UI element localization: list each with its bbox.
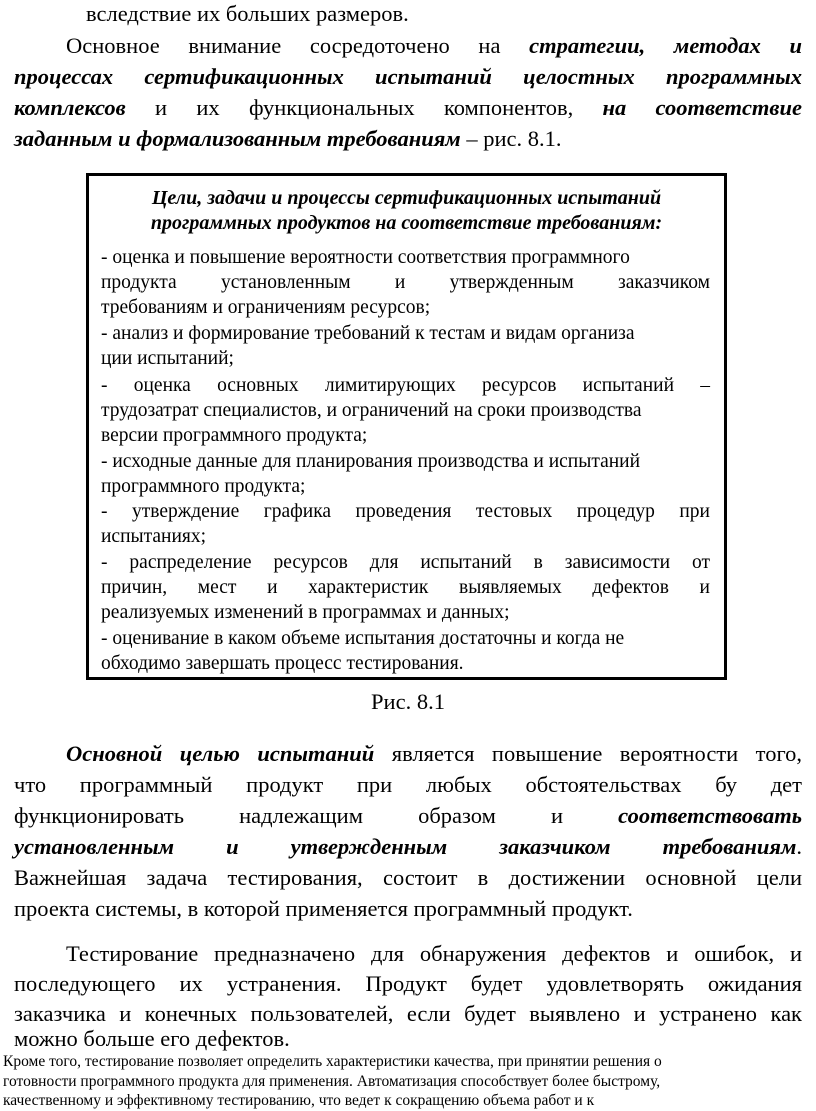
para2-text-6: проекта системы, в которой применяется программный продукт. — [14, 896, 633, 921]
intro-line-5 — [14, 125, 562, 153]
para2-emphasis-4: установленным и утвержденным заказчиком требованиям — [14, 834, 797, 859]
para3-text-2: последующего их устранения. Продукт будет удовлетворять ожидания — [14, 971, 802, 996]
intro-emphasis-2b: стратегии, методах и — [529, 33, 803, 58]
para3-line-1 — [14, 940, 802, 968]
figure-line: программного продукта; — [101, 476, 306, 497]
para2-text-1b: является повышение вероятности того, — [374, 741, 802, 766]
para2-line-3 — [14, 802, 802, 830]
para2-text-3a: функционировать надлежащим образом и — [14, 803, 619, 828]
figure-line: трудозатрат специалистов, и ограничений на сроки производства — [101, 400, 642, 421]
para3-line-2 — [14, 970, 802, 998]
figure-box — [86, 173, 727, 680]
para2-emphasis-3b: соответствовать — [618, 803, 802, 828]
figure-line: причин, мест и характеристик выявляемых дефектов и — [101, 577, 710, 598]
para2-text-2: что программный продукт при любых обстоятельствах бу дет — [14, 772, 802, 797]
figure-caption: Рис. 8.1 — [371, 689, 445, 714]
figure-line: - распределение ресурсов для испытаний в зависимости от — [101, 552, 710, 573]
figure-line: обходимо завершать процесс тестирования. — [101, 653, 464, 674]
para2-emphasis-1a: Основной целью испытаний — [66, 741, 375, 766]
figure-line: испытаниях; — [101, 526, 207, 547]
figure-line: - утверждение графика проведения тестовых процедур при — [101, 501, 710, 522]
figure-line: - анализ и формирование требований к тестам и видам организа — [101, 323, 635, 344]
figure-line: реализуемых изменений в программах и данных; — [101, 602, 510, 623]
para2-line-4 — [14, 833, 802, 861]
figure-line: - исходные данные для планирования производства и испытаний — [101, 451, 641, 472]
intro-emphasis-3: процессах сертификационных испытаний целостных программных — [14, 64, 802, 89]
para3-line-4 — [14, 1025, 290, 1053]
intro-text-5b: – рис. 8.1. — [460, 126, 562, 151]
intro-emphasis-4a: комплексов — [14, 95, 126, 120]
para2-line-6 — [14, 895, 633, 923]
figure-line: - оценивание в каком объеме испытания достаточны и когда не — [101, 628, 625, 649]
footnote-line-2: готовности программного продукта для применения. Автоматизация способствует более быстрому, — [3, 1073, 661, 1090]
intro-line-1 — [86, 0, 409, 28]
footnote-line-1: Кроме того, тестирование позволяет определить характеристики качества, при принятии решения о — [3, 1053, 662, 1070]
intro-line-2 — [14, 32, 802, 60]
figure-line: требованиям и ограничениям ресурсов; — [101, 297, 431, 318]
figure-line: версии программного продукта; — [101, 425, 368, 446]
para2-text-5: Важнейшая задача тестирования, состоит в достижении основной цели — [14, 865, 802, 890]
footnote-line-3: качественному и эффективному тестированию, что ведет к сокращению объема работ и к — [3, 1092, 595, 1109]
para3-text-1: Тестирование предназначено для обнаружения дефектов и ошибок, и — [66, 941, 802, 966]
para2-text-4-dot: . — [796, 834, 802, 859]
intro-emphasis-4c: на соответствие — [602, 95, 802, 120]
para3-text-4: можно больше его дефектов. — [14, 1026, 290, 1051]
intro-text-1: вследствие их больших размеров. — [86, 1, 409, 26]
intro-text-4b: и их функциональных компонентов, — [125, 95, 603, 120]
figure-line: - оценка и повышение вероятности соответствия программного — [101, 247, 630, 268]
para2-line-2 — [14, 771, 802, 799]
figure-title-2: программных продуктов на соответствие требованиям: — [150, 212, 663, 234]
intro-emphasis-5a: заданным и формализованным требованиям — [14, 126, 461, 151]
para3-line-3 — [14, 1000, 802, 1028]
para2-line-5 — [14, 864, 802, 892]
figure-title-1: Цели, задачи и процессы сертификационных испытаний — [151, 187, 662, 209]
intro-text-2a: Основное внимание сосредоточено на — [66, 33, 530, 58]
para3-text-3: заказчика и конечных пользователей, если будет выявлено и устранено как — [14, 1001, 802, 1026]
figure-line: ции испытаний; — [101, 348, 234, 369]
para2-line-1 — [14, 740, 802, 768]
figure-line: - оценка основных лимитирующих ресурсов испытаний – — [101, 375, 710, 396]
intro-line-3 — [14, 63, 802, 91]
intro-line-4 — [14, 94, 802, 122]
figure-line: продукта установленным и утвержденным заказчиком — [101, 272, 710, 293]
